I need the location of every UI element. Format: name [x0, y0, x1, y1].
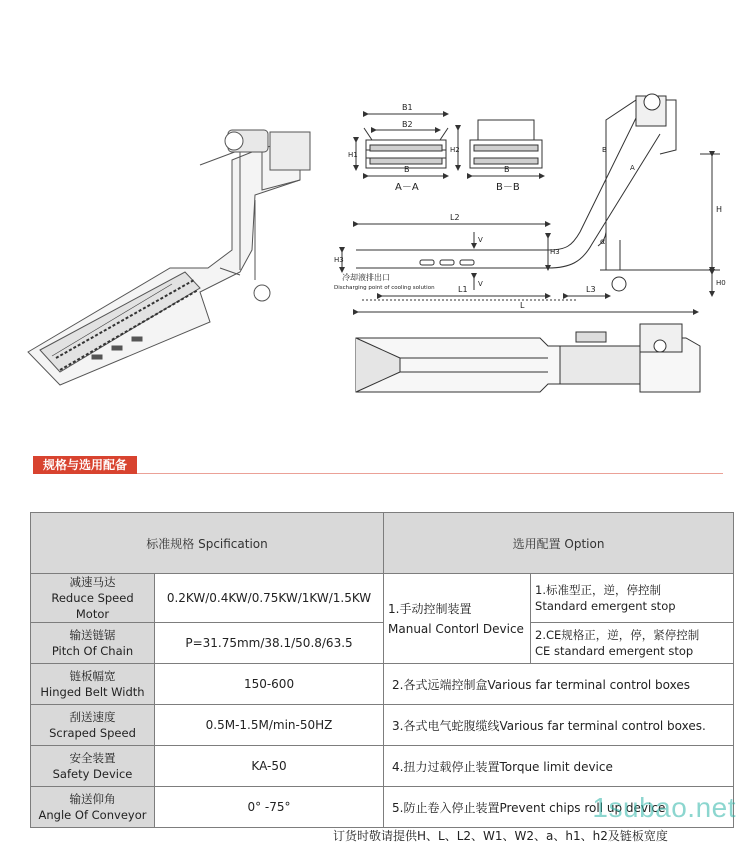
dim-l1-label: L1 — [458, 285, 468, 294]
cut-b-label: B — [602, 146, 607, 154]
dim-h-label: H — [716, 205, 723, 214]
angle-label: α — [600, 237, 606, 246]
option-1-sub-2: 2.CE规格正，逆，停，紧停控制 CE standard emergent stop — [531, 623, 734, 664]
option-3: 3.各式电气蛇腹缆线Various far terminal control boxes. — [384, 705, 734, 746]
section-a-label: A－A — [395, 182, 419, 193]
value-speed: 0.5M-1.5M/min-50HZ — [155, 705, 384, 746]
row-label-angle: 输送仰角 Angle Of Conveyor — [31, 787, 155, 828]
isometric-conveyor-view — [28, 130, 310, 385]
plan-view — [356, 324, 700, 392]
spec-header: 标准规格 Spcification — [31, 513, 384, 574]
order-note: 订货时敬请提供H、L、L2、W1、W2、a、h1、h2及链板宽度 — [333, 829, 668, 843]
dim-h3-label: H3 — [334, 256, 344, 264]
dim-b-label-a: B — [404, 165, 410, 174]
section-divider — [33, 473, 723, 474]
option-1 — [384, 574, 531, 664]
row-label-belt-width: 链板幅宽 Hinged Belt Width — [31, 664, 155, 705]
cross-section-drawings — [356, 114, 542, 176]
watermark: 1subao.net — [592, 792, 736, 823]
option-1-cn: 1.手动控制装置 — [388, 601, 472, 616]
dim-h1-label: H1 — [348, 151, 358, 159]
dim-b1-label: B1 — [402, 103, 413, 112]
dim-l-label: L — [520, 301, 525, 310]
label-en: Pitch Of Chain — [51, 644, 134, 658]
row-label-chain — [31, 623, 155, 664]
option-1-en: Manual Contorl Device — [388, 621, 524, 636]
specification-table — [30, 512, 734, 828]
label-cn: 输送链锯 — [69, 628, 116, 642]
option-2: 2.各式远端控制盒Various far terminal control boxes — [384, 664, 734, 705]
dim-h0-label: H0 — [716, 279, 726, 287]
option-header: 选用配置 Option — [384, 513, 734, 574]
dim-b2-label: B2 — [402, 120, 413, 129]
option-1-sub-1: 1.标准型正，逆，停控制 Standard emergent stop — [531, 574, 734, 623]
dim-l3-label: L3 — [586, 285, 596, 294]
speed-arrow-label: V — [478, 236, 483, 244]
value-angle: 0° -75° — [155, 787, 384, 828]
value-chain: P=31.75mm/38.1/50.8/63.5 — [155, 623, 384, 664]
dim-b-label-b: B — [504, 165, 510, 174]
value-motor: 0.2KW/0.4KW/0.75KW/1KW/1.5KW — [155, 574, 384, 623]
dim-l2-label: L2 — [450, 213, 460, 222]
value-safety: KA-50 — [155, 746, 384, 787]
option-4: 4.扭力过载停止装置Torque limit device — [384, 746, 734, 787]
section-title-tab: 规格与选用配备 — [33, 456, 137, 474]
speed-arrow-label-2: V — [478, 280, 483, 288]
row-label-safety: 安全装置 Safety Device — [31, 746, 155, 787]
discharge-label-cn: 冷却液排出口 — [342, 273, 390, 282]
discharge-label-en: Discharging point of cooling solution — [334, 285, 435, 291]
option-5: 5.防止卷入停止装置Prevent chips roll up device — [384, 787, 734, 828]
section-b-label: B－B — [496, 182, 520, 193]
label-en: Reduce Speed Motor — [51, 591, 134, 621]
label-cn: 减速马达 — [69, 575, 116, 589]
value-belt-width: 150-600 — [155, 664, 384, 705]
dim-h2-label: H2 — [450, 146, 460, 154]
row-label-motor — [31, 574, 155, 623]
row-label-speed: 刮送速度 Scraped Speed — [31, 705, 155, 746]
dim-h3-right-label: H3 — [550, 248, 560, 256]
cut-a-label: A — [630, 164, 635, 172]
